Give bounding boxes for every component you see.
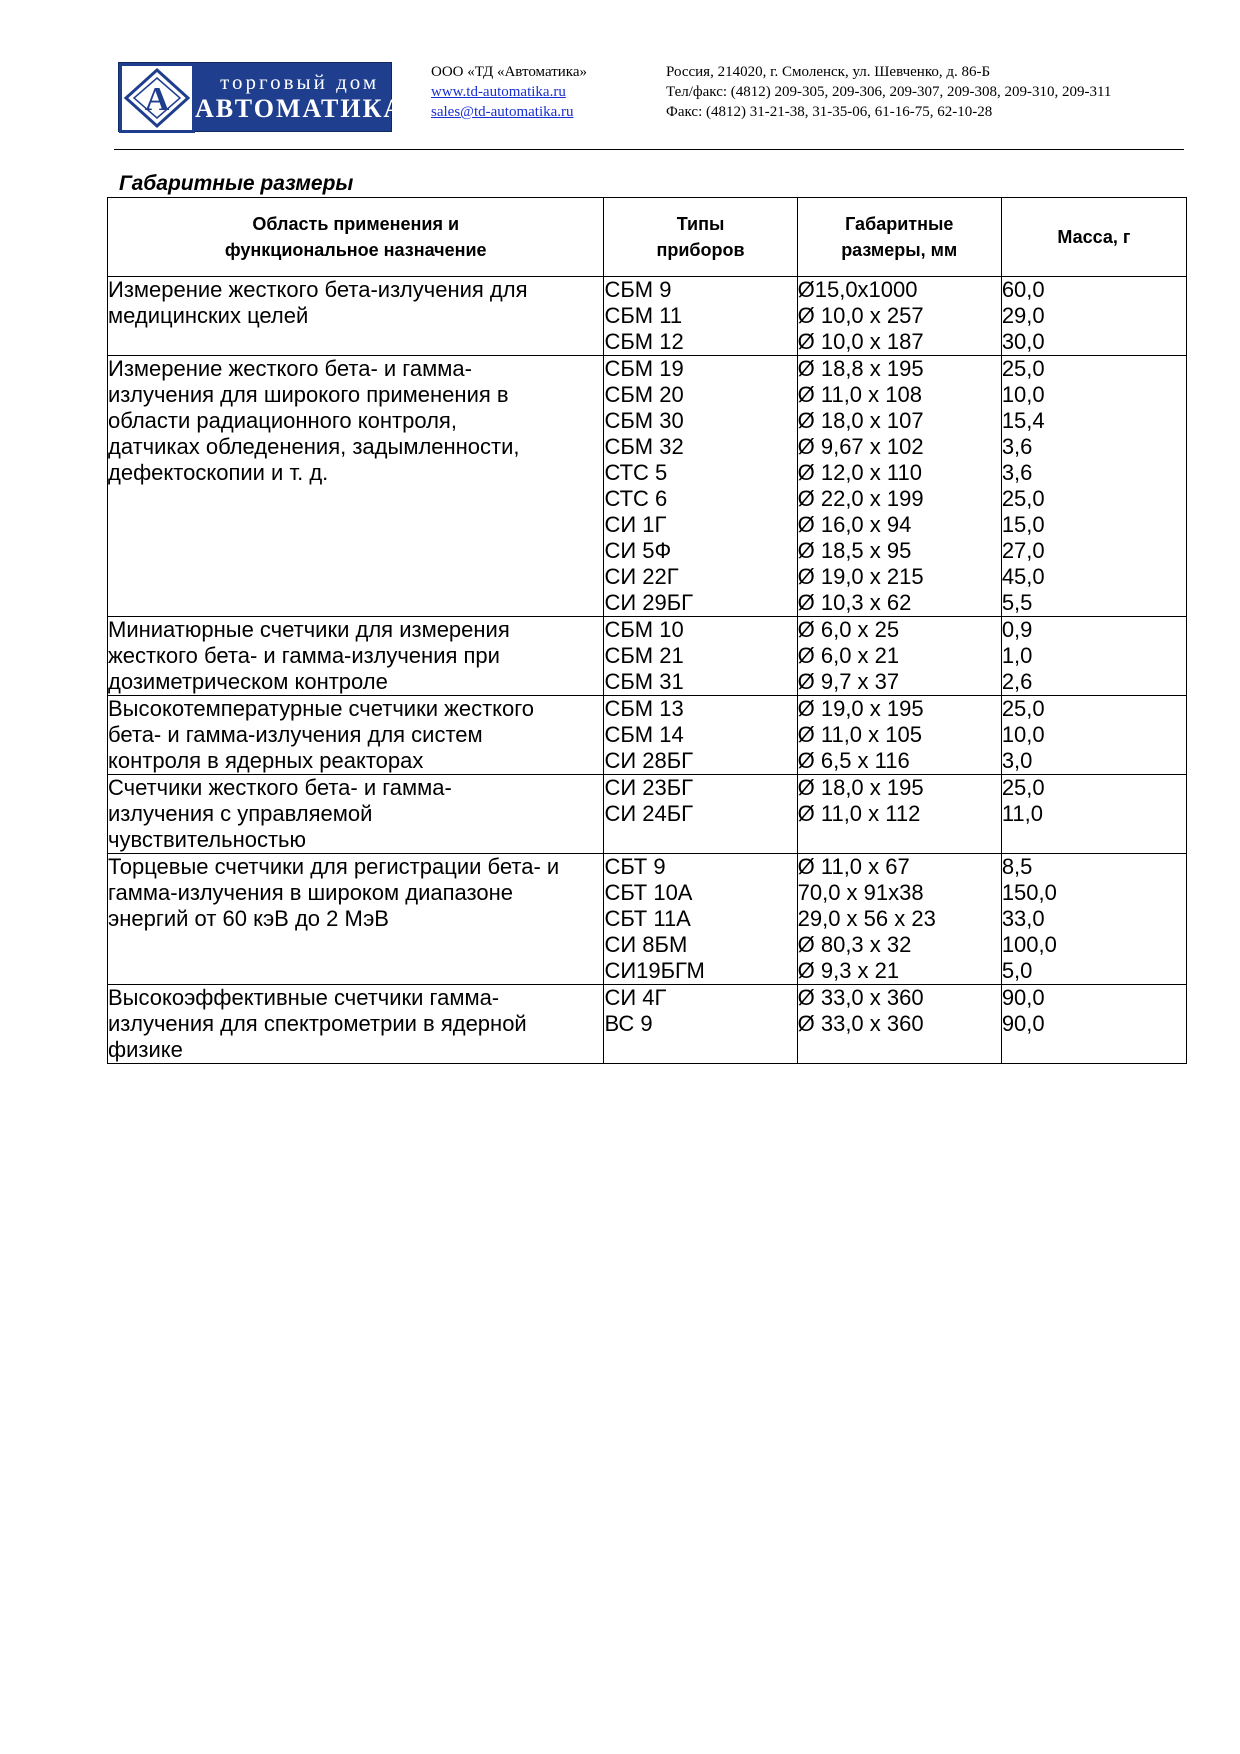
dims-cell (797, 985, 1001, 1064)
cell-line: Высокоэффективные счетчики гамма- (108, 985, 500, 1010)
cell-line: 15,0 (1001, 512, 1045, 537)
cell-line: СИ 5Ф (604, 538, 672, 563)
table-row (108, 356, 1187, 617)
cell-line: дефектоскопии и т. д. (108, 460, 329, 485)
cell-line: 33,0 (1001, 906, 1045, 931)
cell-line: 5,0 (1001, 958, 1033, 983)
cell-line: СБМ 21 (604, 643, 684, 668)
header-dims (797, 198, 1001, 277)
cell-line: СБМ 11 (604, 303, 683, 328)
cell-line: 70,0 х 91х38 (797, 880, 924, 905)
cell-line: Габаритные (845, 214, 954, 234)
dims-cell (797, 277, 1001, 356)
table-row (108, 696, 1187, 775)
cell-line: Ø 11,0 х 112 (797, 801, 921, 826)
fax-line: Факс: (4812) 31-21-38, 31-35-06, 61-16-75, 62-10-28 (666, 104, 993, 120)
cell-line: физике (108, 1037, 183, 1062)
mass-cell (1001, 696, 1186, 775)
section-title: Габаритные размеры (119, 172, 354, 195)
cell-line: излучения для широкого применения в (108, 382, 509, 407)
cell-line: Ø 80,3 х 32 (797, 932, 912, 957)
types-cell (604, 617, 797, 696)
cell-line: Высокотемпературные счетчики жесткого (108, 696, 535, 721)
cell-line: медицинских целей (108, 303, 309, 328)
cell-line: СБТ 11А (604, 906, 691, 931)
types-cell (604, 277, 797, 356)
table-row (108, 854, 1187, 985)
cell-line: 8,5 (1001, 854, 1033, 879)
table-row (108, 617, 1187, 696)
cell-line: жесткого бета- и гамма-излучения при (108, 643, 500, 668)
cell-line: 90,0 (1001, 985, 1045, 1010)
cell-line: Ø15,0х1000 (797, 277, 918, 302)
cell-line: Ø 10,3 х 62 (797, 590, 912, 615)
cell-line: Счетчики жесткого бета- и гамма- (108, 775, 452, 800)
company-address (666, 62, 1111, 122)
cell-line: Миниатюрные счетчики для измерения (108, 617, 510, 642)
cell-line: 10,0 (1001, 382, 1045, 407)
cell-line: 1,0 (1001, 643, 1033, 668)
cell-line: 25,0 (1001, 486, 1045, 511)
cell-line: СИ 22Г (604, 564, 679, 589)
cell-line: СИ 24БГ (604, 801, 694, 826)
cell-line: 25,0 (1001, 696, 1045, 721)
logo-emblem-letter: А (144, 81, 170, 118)
dimensions-table (107, 197, 1187, 1064)
cell-line: Ø 9,7 х 37 (797, 669, 900, 694)
table-row (108, 985, 1187, 1064)
cell-line: СТС 6 (604, 486, 668, 511)
cell-line: СБМ 30 (604, 408, 684, 433)
area-cell (108, 696, 604, 775)
cell-line: СИ19БГМ (604, 958, 705, 983)
cell-line: СБТ 10А (604, 880, 693, 905)
cell-line: контроля в ядерных реакторах (108, 748, 424, 773)
area-cell (108, 277, 604, 356)
cell-line: 3,0 (1001, 748, 1033, 773)
cell-line: Ø 9,67 х 102 (797, 434, 924, 459)
cell-line: Ø 6,0 х 25 (797, 617, 900, 642)
header-types (604, 198, 797, 277)
area-cell (108, 854, 604, 985)
cell-line: Ø 10,0 х 187 (797, 329, 924, 354)
cell-line: Масса, г (1057, 227, 1131, 247)
cell-line: Торцевые счетчики для регистрации бета- и (108, 854, 560, 879)
cell-line: Ø 11,0 х 108 (797, 382, 922, 407)
cell-line: ВС 9 (604, 1011, 653, 1036)
cell-line: 3,6 (1001, 434, 1033, 459)
cell-line: СИ 8БМ (604, 932, 688, 957)
cell-line: 25,0 (1001, 775, 1045, 800)
cell-line: Ø 12,0 х 110 (797, 460, 922, 485)
cell-line: СБМ 32 (604, 434, 684, 459)
mass-cell (1001, 985, 1186, 1064)
cell-line: 10,0 (1001, 722, 1045, 747)
mass-cell (1001, 356, 1186, 617)
cell-line: Ø 19,0 х 195 (797, 696, 924, 721)
area-cell (108, 617, 604, 696)
cell-line: Измерение жесткого бета-излучения для (108, 277, 528, 302)
company-logo (118, 62, 405, 132)
cell-line: 30,0 (1001, 329, 1045, 354)
cell-line: 150,0 (1001, 880, 1057, 905)
company-name: ООО «ТД «Автоматика» (431, 64, 588, 80)
cell-line: 15,4 (1001, 408, 1045, 433)
cell-line: 11,0 (1001, 801, 1043, 826)
cell-line: Ø 18,5 х 95 (797, 538, 912, 563)
cell-line: Ø 6,5 х 116 (797, 748, 910, 773)
email-link[interactable]: sales@td-automatika.ru (431, 104, 574, 120)
area-cell (108, 775, 604, 854)
cell-line: СТС 5 (604, 460, 668, 485)
cell-line: дозиметрическом контроле (108, 669, 388, 694)
table-row (108, 277, 1187, 356)
website-link[interactable]: www.td-automatika.ru (431, 84, 566, 100)
cell-line: излучения с управляемой (108, 801, 373, 826)
cell-line: СБМ 13 (604, 696, 684, 721)
cell-line: Ø 6,0 х 21 (797, 643, 900, 668)
cell-line: 60,0 (1001, 277, 1045, 302)
table-header-row (108, 198, 1187, 277)
mass-cell (1001, 277, 1186, 356)
cell-line: 3,6 (1001, 460, 1033, 485)
company-contacts (431, 62, 587, 122)
cell-line: СИ 29БГ (604, 590, 694, 615)
cell-line: размеры, мм (841, 240, 958, 260)
mass-cell (1001, 854, 1186, 985)
cell-line: Ø 33,0 х 360 (797, 985, 924, 1010)
cell-line: Ø 11,0 х 67 (797, 854, 910, 879)
dims-cell (797, 775, 1001, 854)
header-divider (114, 149, 1184, 150)
cell-line: СБМ 9 (604, 277, 672, 302)
cell-line: Ø 22,0 х 199 (797, 486, 924, 511)
cell-line: Ø 11,0 х 105 (797, 722, 922, 747)
cell-line: СБМ 14 (604, 722, 684, 747)
cell-line: Ø 10,0 х 257 (797, 303, 924, 328)
cell-line: 90,0 (1001, 1011, 1045, 1036)
cell-line: излучения для спектрометрии в ядерной (108, 1011, 527, 1036)
cell-line: 25,0 (1001, 356, 1045, 381)
cell-line: СБМ 31 (604, 669, 684, 694)
cell-line: Ø 33,0 х 360 (797, 1011, 924, 1036)
cell-line: 29,0 (1001, 303, 1045, 328)
cell-line: СБМ 12 (604, 329, 684, 354)
logo-line-1: торговый дом (220, 70, 380, 94)
cell-line: энергий от 60 кэВ до 2 МэВ (108, 906, 389, 931)
page-header (118, 62, 1188, 132)
types-cell (604, 775, 797, 854)
address-line: Россия, 214020, г. Смоленск, ул. Шевченко, д. 86-Б (666, 64, 991, 80)
cell-line: области радиационного контроля, (108, 408, 457, 433)
cell-line: 45,0 (1001, 564, 1045, 589)
logo-emblem-icon (119, 63, 195, 133)
cell-line: СИ 23БГ (604, 775, 694, 800)
area-cell (108, 356, 604, 617)
header-area (108, 198, 604, 277)
cell-line: Область применения и (252, 214, 460, 234)
cell-line: СБТ 9 (604, 854, 666, 879)
cell-line: датчиках обледенения, задымленности, (108, 434, 520, 459)
cell-line: 100,0 (1001, 932, 1057, 957)
mass-cell (1001, 617, 1186, 696)
cell-line: СБМ 10 (604, 617, 684, 642)
cell-line: Ø 18,0 х 195 (797, 775, 924, 800)
cell-line: функциональное назначение (224, 240, 487, 260)
dims-cell (797, 617, 1001, 696)
types-cell (604, 356, 797, 617)
logo-line-2: АВТОМАТИКА (195, 94, 405, 123)
cell-line: 29,0 х 56 х 23 (797, 906, 936, 931)
cell-line: СИ 4Г (604, 985, 667, 1010)
cell-line: чувствительностью (108, 827, 307, 852)
cell-line: 0,9 (1001, 617, 1033, 642)
mass-cell (1001, 775, 1186, 854)
cell-line: Ø 18,0 х 107 (797, 408, 924, 433)
cell-line: гамма-излучения в широком диапазоне (108, 880, 513, 905)
dims-cell (797, 854, 1001, 985)
cell-line: СБМ 20 (604, 382, 684, 407)
dims-cell (797, 696, 1001, 775)
header-mass (1001, 198, 1186, 277)
cell-line: СИ 28БГ (604, 748, 694, 773)
cell-line: Ø 19,0 х 215 (797, 564, 924, 589)
types-cell (604, 985, 797, 1064)
cell-line: СБМ 19 (604, 356, 684, 381)
cell-line: 2,6 (1001, 669, 1033, 694)
cell-line: Ø 18,8 х 195 (797, 356, 924, 381)
phone-fax-line: Тел/факс: (4812) 209-305, 209-306, 209-307, 209-308, 209-310, 209-311 (666, 84, 1112, 100)
cell-line: 5,5 (1001, 590, 1033, 615)
area-cell (108, 985, 604, 1064)
cell-line: Типы (676, 214, 725, 234)
cell-line: СИ 1Г (604, 512, 667, 537)
cell-line: 27,0 (1001, 538, 1045, 563)
cell-line: приборов (656, 240, 745, 260)
cell-line: Измерение жесткого бета- и гамма- (108, 356, 472, 381)
types-cell (604, 854, 797, 985)
cell-line: Ø 16,0 х 94 (797, 512, 912, 537)
table-row (108, 775, 1187, 854)
cell-line: Ø 9,3 х 21 (797, 958, 900, 983)
dims-cell (797, 356, 1001, 617)
cell-line: бета- и гамма-излучения для систем (108, 722, 483, 747)
types-cell (604, 696, 797, 775)
